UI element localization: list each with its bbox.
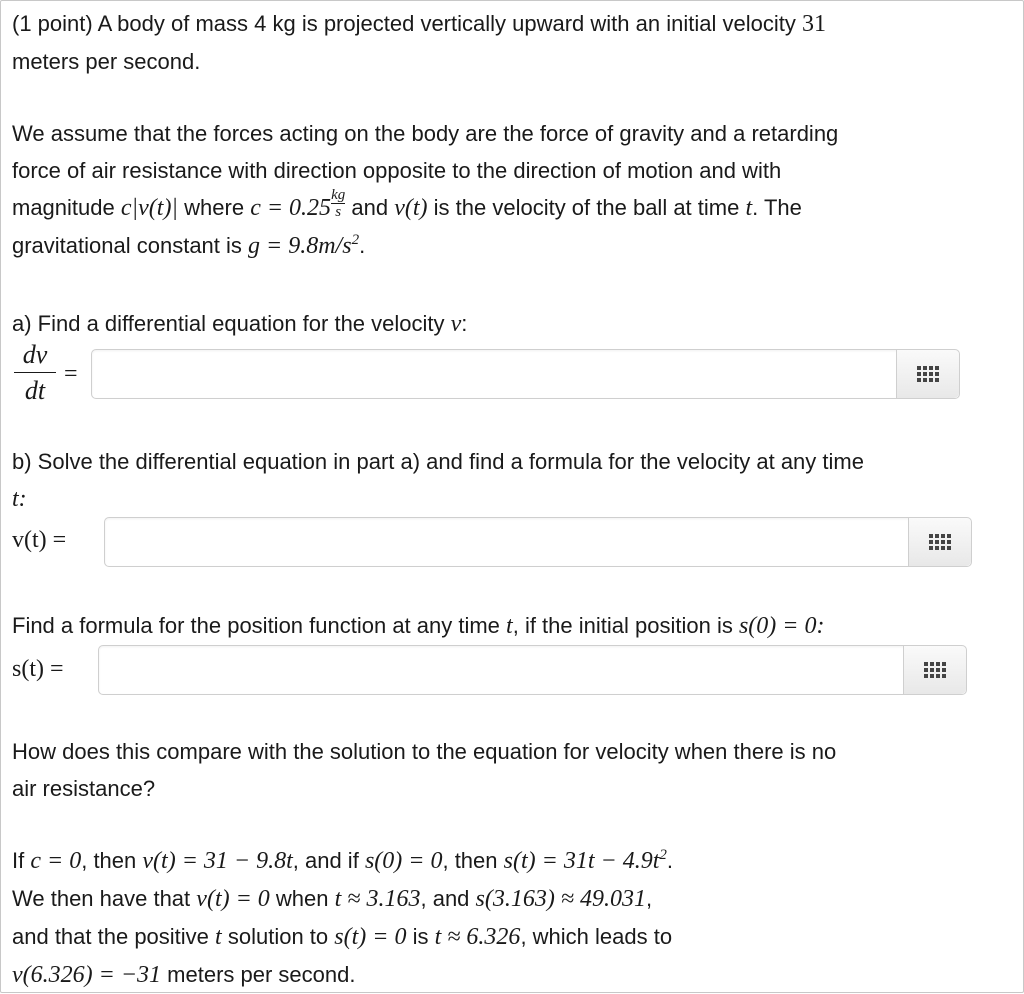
keyboard-grid-icon <box>923 661 947 679</box>
st-label: s(t) = <box>12 656 64 682</box>
answer-b-field[interactable] <box>104 517 972 567</box>
dv-dt-fraction: dv dt <box>14 341 56 405</box>
equation-editor-button[interactable] <box>908 518 971 566</box>
part-b-prompt: b) Solve the differential equation in part a) and find a formula for the velocity at any time t: <box>12 449 864 512</box>
c-units-fraction: $\frac{kg}{s}$ <box>331 186 346 220</box>
problem-intro: (1 point) A body of mass 4 kg is projected vertically upward with an initial velocity 31 meters per second. <box>12 11 826 74</box>
forces-paragraph: We assume that the forces acting on the body are the force of gravity and a retarding force of air resistance with direction opposite to the direction of motion and with magnitude c|v(t)| where c = 0.25 $\frac{kg}{s}$ and v(t) is the velocity of the ball at time t. The gravitational constant is $g = 9.8m/s^2$. <box>12 121 839 259</box>
comparison-question: How does this compare with the solution to the equation for velocity when there is no air resistance? <box>12 739 837 801</box>
vt-label: v(t) = <box>12 527 67 553</box>
equation-editor-button[interactable] <box>896 350 959 398</box>
keyboard-grid-icon <box>916 365 940 383</box>
gravity-constant: $g = 9.8m/s^2$ <box>248 232 360 259</box>
answer-c-field[interactable] <box>98 645 967 695</box>
part-a-prompt: a) Find a differential equation for the velocity v: <box>12 311 468 337</box>
initial-velocity: 31 <box>801 11 826 37</box>
keyboard-grid-icon <box>928 533 952 551</box>
equals-sign: = <box>64 361 78 387</box>
c-constant: c = 0.25 <box>250 195 332 221</box>
part-c-prompt: Find a formula for the position function at any time t, if the initial position is s(0) = 0: <box>12 613 825 639</box>
answer-a-field[interactable] <box>91 349 960 399</box>
solution-paragraph: If c = 0, then v(t) = 31 − 9.8t, and if s(0) = 0, then $s(t) = 31t - 4.9t^2$. We then have that v(t) = 0 when t ≈ 3.163, and s(3.163) ≈ 49.031, and that the positive t solution to s(t) = 0 is t ≈ 6.326, which leads to v(6.326) = −31 meters per second. <box>12 847 673 988</box>
answer-b-input[interactable] <box>105 518 911 566</box>
equation-editor-button[interactable] <box>903 646 966 694</box>
answer-a-input[interactable] <box>92 350 899 398</box>
answer-c-input[interactable] <box>99 646 906 694</box>
